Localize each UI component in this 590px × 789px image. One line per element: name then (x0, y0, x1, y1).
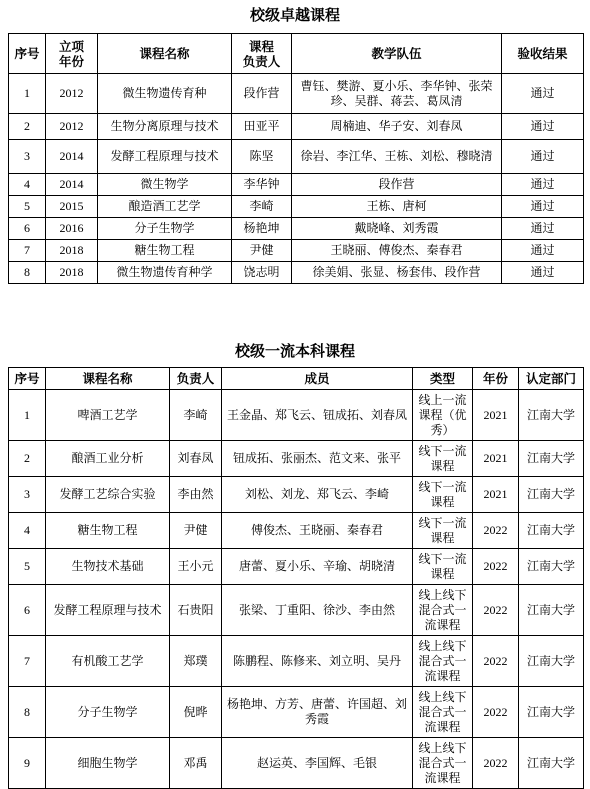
t2-cell-course: 酿酒工业分析 (46, 441, 170, 477)
t1-cell-lead: 李崎 (232, 196, 292, 218)
t1-cell-index: 3 (9, 140, 46, 174)
t1-cell-team: 周楠迪、华子安、刘春凤 (292, 114, 502, 140)
t2-header-dept: 认定部门 (519, 368, 584, 390)
t1-cell-team: 王晓丽、傅俊杰、秦春君 (292, 240, 502, 262)
t2-cell-year: 2022 (473, 549, 519, 585)
t1-cell-team: 王栋、唐柯 (292, 196, 502, 218)
t1-cell-lead: 陈坚 (232, 140, 292, 174)
t2-cell-course: 发酵工程原理与技术 (46, 585, 170, 636)
t2-cell-members: 刘松、刘龙、郑飞云、李崎 (222, 477, 413, 513)
t1-cell-lead: 尹健 (232, 240, 292, 262)
t1-cell-team: 徐岩、李江华、王栋、刘松、穆晓清 (292, 140, 502, 174)
t1-cell-course: 微生物遗传育种学 (98, 262, 232, 284)
t1-cell-team: 徐美娟、张显、杨套伟、段作营 (292, 262, 502, 284)
table2-row (9, 549, 584, 585)
t2-cell-index: 6 (9, 585, 46, 636)
t2-cell-lead: 李由然 (170, 477, 222, 513)
table1-header-row (9, 34, 584, 74)
t1-cell-course: 分子生物学 (98, 218, 232, 240)
t1-cell-team: 段作营 (292, 174, 502, 196)
t2-cell-year: 2022 (473, 585, 519, 636)
table1-row (9, 196, 584, 218)
t1-cell-course: 发酵工程原理与技术 (98, 140, 232, 174)
t2-cell-type: 线上线下混合式一流课程 (413, 687, 473, 738)
table1-row (9, 218, 584, 240)
t1-cell-lead: 田亚平 (232, 114, 292, 140)
table2-row (9, 477, 584, 513)
table2-row (9, 390, 584, 441)
t1-cell-course: 生物分离原理与技术 (98, 114, 232, 140)
table1-row (9, 240, 584, 262)
t1-cell-result: 通过 (502, 196, 584, 218)
t2-cell-members: 陈鹏程、陈修来、刘立明、吴丹 (222, 636, 413, 687)
t1-cell-course: 糖生物工程 (98, 240, 232, 262)
t2-cell-dept: 江南大学 (519, 585, 584, 636)
t2-cell-type: 线上线下混合式一流课程 (413, 585, 473, 636)
t2-cell-year: 2022 (473, 738, 519, 789)
t2-cell-index: 2 (9, 441, 46, 477)
t2-header-lead: 负责人 (170, 368, 222, 390)
t2-cell-lead: 倪晔 (170, 687, 222, 738)
t1-cell-lead: 饶志明 (232, 262, 292, 284)
table2-row (9, 585, 584, 636)
t1-cell-result: 通过 (502, 240, 584, 262)
t1-cell-index: 7 (9, 240, 46, 262)
t2-cell-index: 1 (9, 390, 46, 441)
t2-cell-type: 线下一流课程 (413, 441, 473, 477)
t2-cell-type: 线下一流课程 (413, 477, 473, 513)
t1-cell-result: 通过 (502, 262, 584, 284)
t2-cell-dept: 江南大学 (519, 441, 584, 477)
table2-row (9, 513, 584, 549)
t2-header-type: 类型 (413, 368, 473, 390)
t1-cell-year: 2012 (46, 114, 98, 140)
t1-cell-lead: 段作营 (232, 74, 292, 114)
t2-cell-type: 线上线下混合式一流课程 (413, 738, 473, 789)
t1-header-lead: 课程 负责人 (232, 34, 292, 74)
t2-cell-dept: 江南大学 (519, 477, 584, 513)
table2-row (9, 441, 584, 477)
t2-cell-dept: 江南大学 (519, 636, 584, 687)
table1-title: 校级卓越课程 (249, 6, 340, 24)
t2-header-year: 年份 (473, 368, 519, 390)
t1-cell-lead: 杨艳坤 (232, 218, 292, 240)
t2-cell-year: 2021 (473, 477, 519, 513)
t2-cell-members: 赵运英、李国辉、毛银 (222, 738, 413, 789)
t2-cell-index: 9 (9, 738, 46, 789)
t2-cell-members: 张梁、丁重阳、徐沙、李由然 (222, 585, 413, 636)
t1-header-result: 验收结果 (502, 34, 584, 74)
t1-cell-index: 2 (9, 114, 46, 140)
t1-cell-year: 2014 (46, 140, 98, 174)
t2-header-members: 成员 (222, 368, 413, 390)
t2-header-index: 序号 (9, 368, 46, 390)
t1-cell-course: 酿造酒工艺学 (98, 196, 232, 218)
t2-cell-lead: 李崎 (170, 390, 222, 441)
t1-header-year: 立项 年份 (46, 34, 98, 74)
t1-cell-result: 通过 (502, 218, 584, 240)
table2-row (9, 636, 584, 687)
t2-cell-lead: 刘春凤 (170, 441, 222, 477)
t2-cell-course: 啤酒工艺学 (46, 390, 170, 441)
t2-cell-members: 王金晶、郑飞云、钮成拓、刘春凤 (222, 390, 413, 441)
t2-cell-lead: 邓禹 (170, 738, 222, 789)
t2-cell-course: 有机酸工艺学 (46, 636, 170, 687)
table2-row (9, 687, 584, 738)
excellent-courses-table (8, 33, 584, 284)
t2-cell-course: 发酵工艺综合实验 (46, 477, 170, 513)
t2-cell-index: 7 (9, 636, 46, 687)
t2-cell-lead: 石贵阳 (170, 585, 222, 636)
table1-row (9, 114, 584, 140)
t1-cell-course: 微生物遗传育种 (98, 74, 232, 114)
t2-cell-course: 生物技术基础 (46, 549, 170, 585)
t2-cell-lead: 王小元 (170, 549, 222, 585)
t2-cell-index: 8 (9, 687, 46, 738)
t2-cell-lead: 尹健 (170, 513, 222, 549)
table1-row (9, 174, 584, 196)
t1-cell-team: 戴晓峰、刘秀霞 (292, 218, 502, 240)
first-class-courses-table (8, 367, 584, 789)
t2-cell-members: 唐蕾、夏小乐、辛瑜、胡晓清 (222, 549, 413, 585)
t2-cell-course: 分子生物学 (46, 687, 170, 738)
t1-cell-result: 通过 (502, 140, 584, 174)
t2-cell-type: 线上线下混合式一流课程 (413, 636, 473, 687)
table2-row (9, 738, 584, 789)
t2-cell-type: 线下一流课程 (413, 513, 473, 549)
t1-cell-year: 2018 (46, 240, 98, 262)
t2-cell-course: 细胞生物学 (46, 738, 170, 789)
table1-row (9, 74, 584, 114)
t2-cell-index: 4 (9, 513, 46, 549)
t1-header-team: 教学队伍 (292, 34, 502, 74)
table2-title: 校级一流本科课程 (234, 342, 355, 360)
t2-cell-year: 2022 (473, 513, 519, 549)
t2-cell-index: 3 (9, 477, 46, 513)
t1-cell-year: 2014 (46, 174, 98, 196)
t1-cell-index: 1 (9, 74, 46, 114)
t2-cell-year: 2022 (473, 636, 519, 687)
t1-header-course: 课程名称 (98, 34, 232, 74)
table2-header-row (9, 368, 584, 390)
t1-cell-lead: 李华钟 (232, 174, 292, 196)
t2-cell-year: 2021 (473, 390, 519, 441)
t1-cell-result: 通过 (502, 74, 584, 114)
table1-row (9, 140, 584, 174)
t2-cell-dept: 江南大学 (519, 390, 584, 441)
t1-cell-team: 曹钰、樊游、夏小乐、李华钟、张荣珍、吴群、蒋芸、葛凤清 (292, 74, 502, 114)
t2-cell-year: 2021 (473, 441, 519, 477)
t2-cell-members: 钮成拓、张丽杰、范文来、张平 (222, 441, 413, 477)
t2-cell-dept: 江南大学 (519, 687, 584, 738)
t1-cell-result: 通过 (502, 174, 584, 196)
t1-header-index: 序号 (9, 34, 46, 74)
t1-cell-year: 2016 (46, 218, 98, 240)
t1-cell-index: 5 (9, 196, 46, 218)
t1-cell-result: 通过 (502, 114, 584, 140)
t2-cell-dept: 江南大学 (519, 738, 584, 789)
t1-cell-year: 2018 (46, 262, 98, 284)
t2-cell-type: 线上一流课程（优秀） (413, 390, 473, 441)
t2-header-course: 课程名称 (46, 368, 170, 390)
t2-cell-members: 傅俊杰、王晓丽、秦春君 (222, 513, 413, 549)
t2-cell-type: 线下一流课程 (413, 549, 473, 585)
t1-cell-index: 4 (9, 174, 46, 196)
table1-row (9, 262, 584, 284)
t2-cell-dept: 江南大学 (519, 513, 584, 549)
t2-cell-lead: 郑璞 (170, 636, 222, 687)
t1-cell-year: 2015 (46, 196, 98, 218)
t2-cell-members: 杨艳坤、方芳、唐蕾、许国超、刘秀霞 (222, 687, 413, 738)
t1-cell-course: 微生物学 (98, 174, 232, 196)
t2-cell-index: 5 (9, 549, 46, 585)
t1-cell-index: 8 (9, 262, 46, 284)
t1-cell-index: 6 (9, 218, 46, 240)
t1-cell-year: 2012 (46, 74, 98, 114)
t2-cell-course: 糖生物工程 (46, 513, 170, 549)
t2-cell-year: 2022 (473, 687, 519, 738)
t2-cell-dept: 江南大学 (519, 549, 584, 585)
